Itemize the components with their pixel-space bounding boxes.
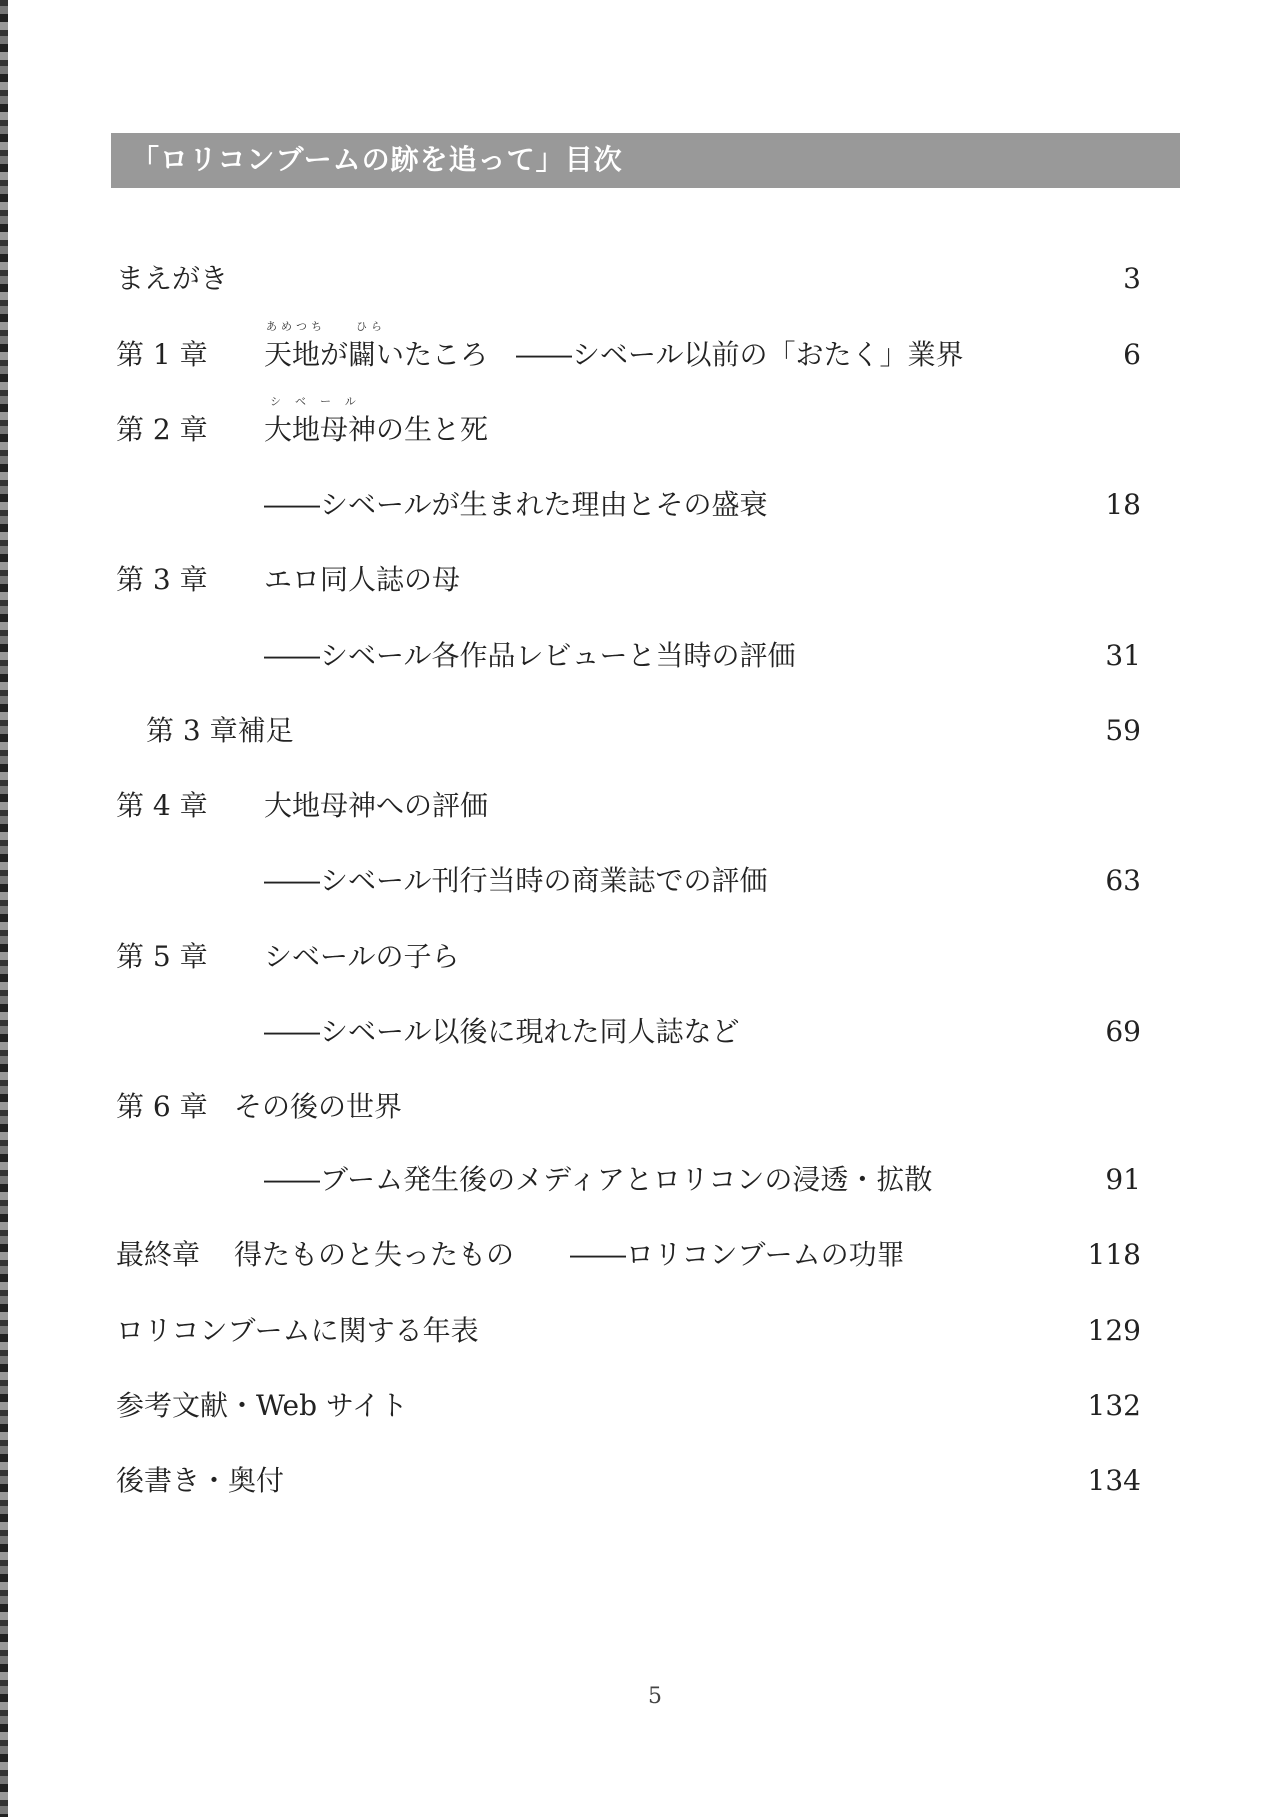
entry-page: 69 [1105,1015,1141,1048]
chapter-title: シベールの子ら [264,940,460,973]
toc-entry[interactable] [0,395,1280,449]
chapter-subtitle: ――シベール各作品レビューと当時の評価 [264,639,796,672]
chapter-label: 第 2 章 [116,413,208,446]
entry-page: 91 [1105,1163,1141,1196]
toc-entry[interactable] [0,940,1280,976]
page-number: 5 [648,1684,662,1709]
entry-page: 129 [1087,1314,1141,1347]
toc-header [111,133,1180,188]
entry-page: 31 [1105,639,1141,672]
chapter-label: 第 5 章 [116,940,208,973]
chapter-title-group [264,395,489,447]
chapter-subtitle: ――シベールが生まれた理由とその盛衰 [264,488,768,521]
toc-entry[interactable] [0,1464,1280,1500]
chapter-title-group [264,320,964,372]
toc-entry[interactable] [0,1090,1280,1126]
entry-title: 参考文献・Web サイト [116,1389,408,1422]
chapter-label: 第 4 章 [116,789,208,822]
entry-title: まえがき [116,262,229,295]
chapter-label: 第 1 章 [116,338,208,371]
toc-entry[interactable] [0,714,1280,750]
chapter-label: 第 3 章 [116,563,208,596]
entry-title: ロリコンブームに関する年表 [116,1314,479,1347]
entry-page: 18 [1105,488,1141,521]
chapter-title: 天地が闢いたころ ――シベール以前の「おたく」業界 [264,338,964,371]
chapter-subtitle: ――ブーム発生後のメディアとロリコンの浸透・拡散 [264,1163,933,1196]
entry-page: 63 [1105,864,1141,897]
entry-page: 59 [1105,714,1141,747]
chapter-title: 大地母神の生と死 [264,413,489,446]
toc-entry[interactable] [0,320,1280,374]
chapter-label: 最終章 [116,1238,201,1271]
toc-entry-subtitle[interactable] [0,864,1280,900]
entry-title: 後書き・奥付 [116,1464,285,1497]
ruby: シベール [270,395,370,408]
toc-entry[interactable] [0,1238,1280,1274]
chapter-title: 得たものと失ったもの ――ロリコンブームの功罪 [234,1238,905,1271]
toc-entry[interactable] [0,262,1280,298]
toc-entry-subtitle[interactable] [0,639,1280,675]
chapter-label: 第 6 章 [116,1090,208,1123]
entry-page: 3 [1123,262,1141,295]
toc-entry[interactable] [0,1314,1280,1350]
toc-entry[interactable] [0,563,1280,599]
toc-entry-subtitle[interactable] [0,488,1280,524]
chapter-subtitle: ――シベール以後に現れた同人誌など [264,1015,740,1048]
toc-title: 「ロリコンブームの跡を追って」目次 [131,143,623,176]
chapter-title: その後の世界 [234,1090,403,1123]
entry-page: 118 [1087,1238,1141,1271]
entry-page: 132 [1087,1389,1141,1422]
entry-page: 6 [1123,338,1141,371]
ruby: ひら [356,320,386,333]
chapter-subtitle: ――シベール刊行当時の商業誌での評価 [264,864,768,897]
toc-entry-subtitle[interactable] [0,1015,1280,1051]
toc-entry-subtitle[interactable] [0,1163,1280,1199]
toc-entry[interactable] [0,1389,1280,1425]
entry-title: 第 3 章補足 [146,714,294,747]
chapter-title: エロ同人誌の母 [264,563,461,596]
entry-page: 134 [1087,1464,1141,1497]
ruby: あめつち [266,320,326,333]
chapter-title: 大地母神への評価 [264,789,489,822]
toc-entry[interactable] [0,789,1280,825]
